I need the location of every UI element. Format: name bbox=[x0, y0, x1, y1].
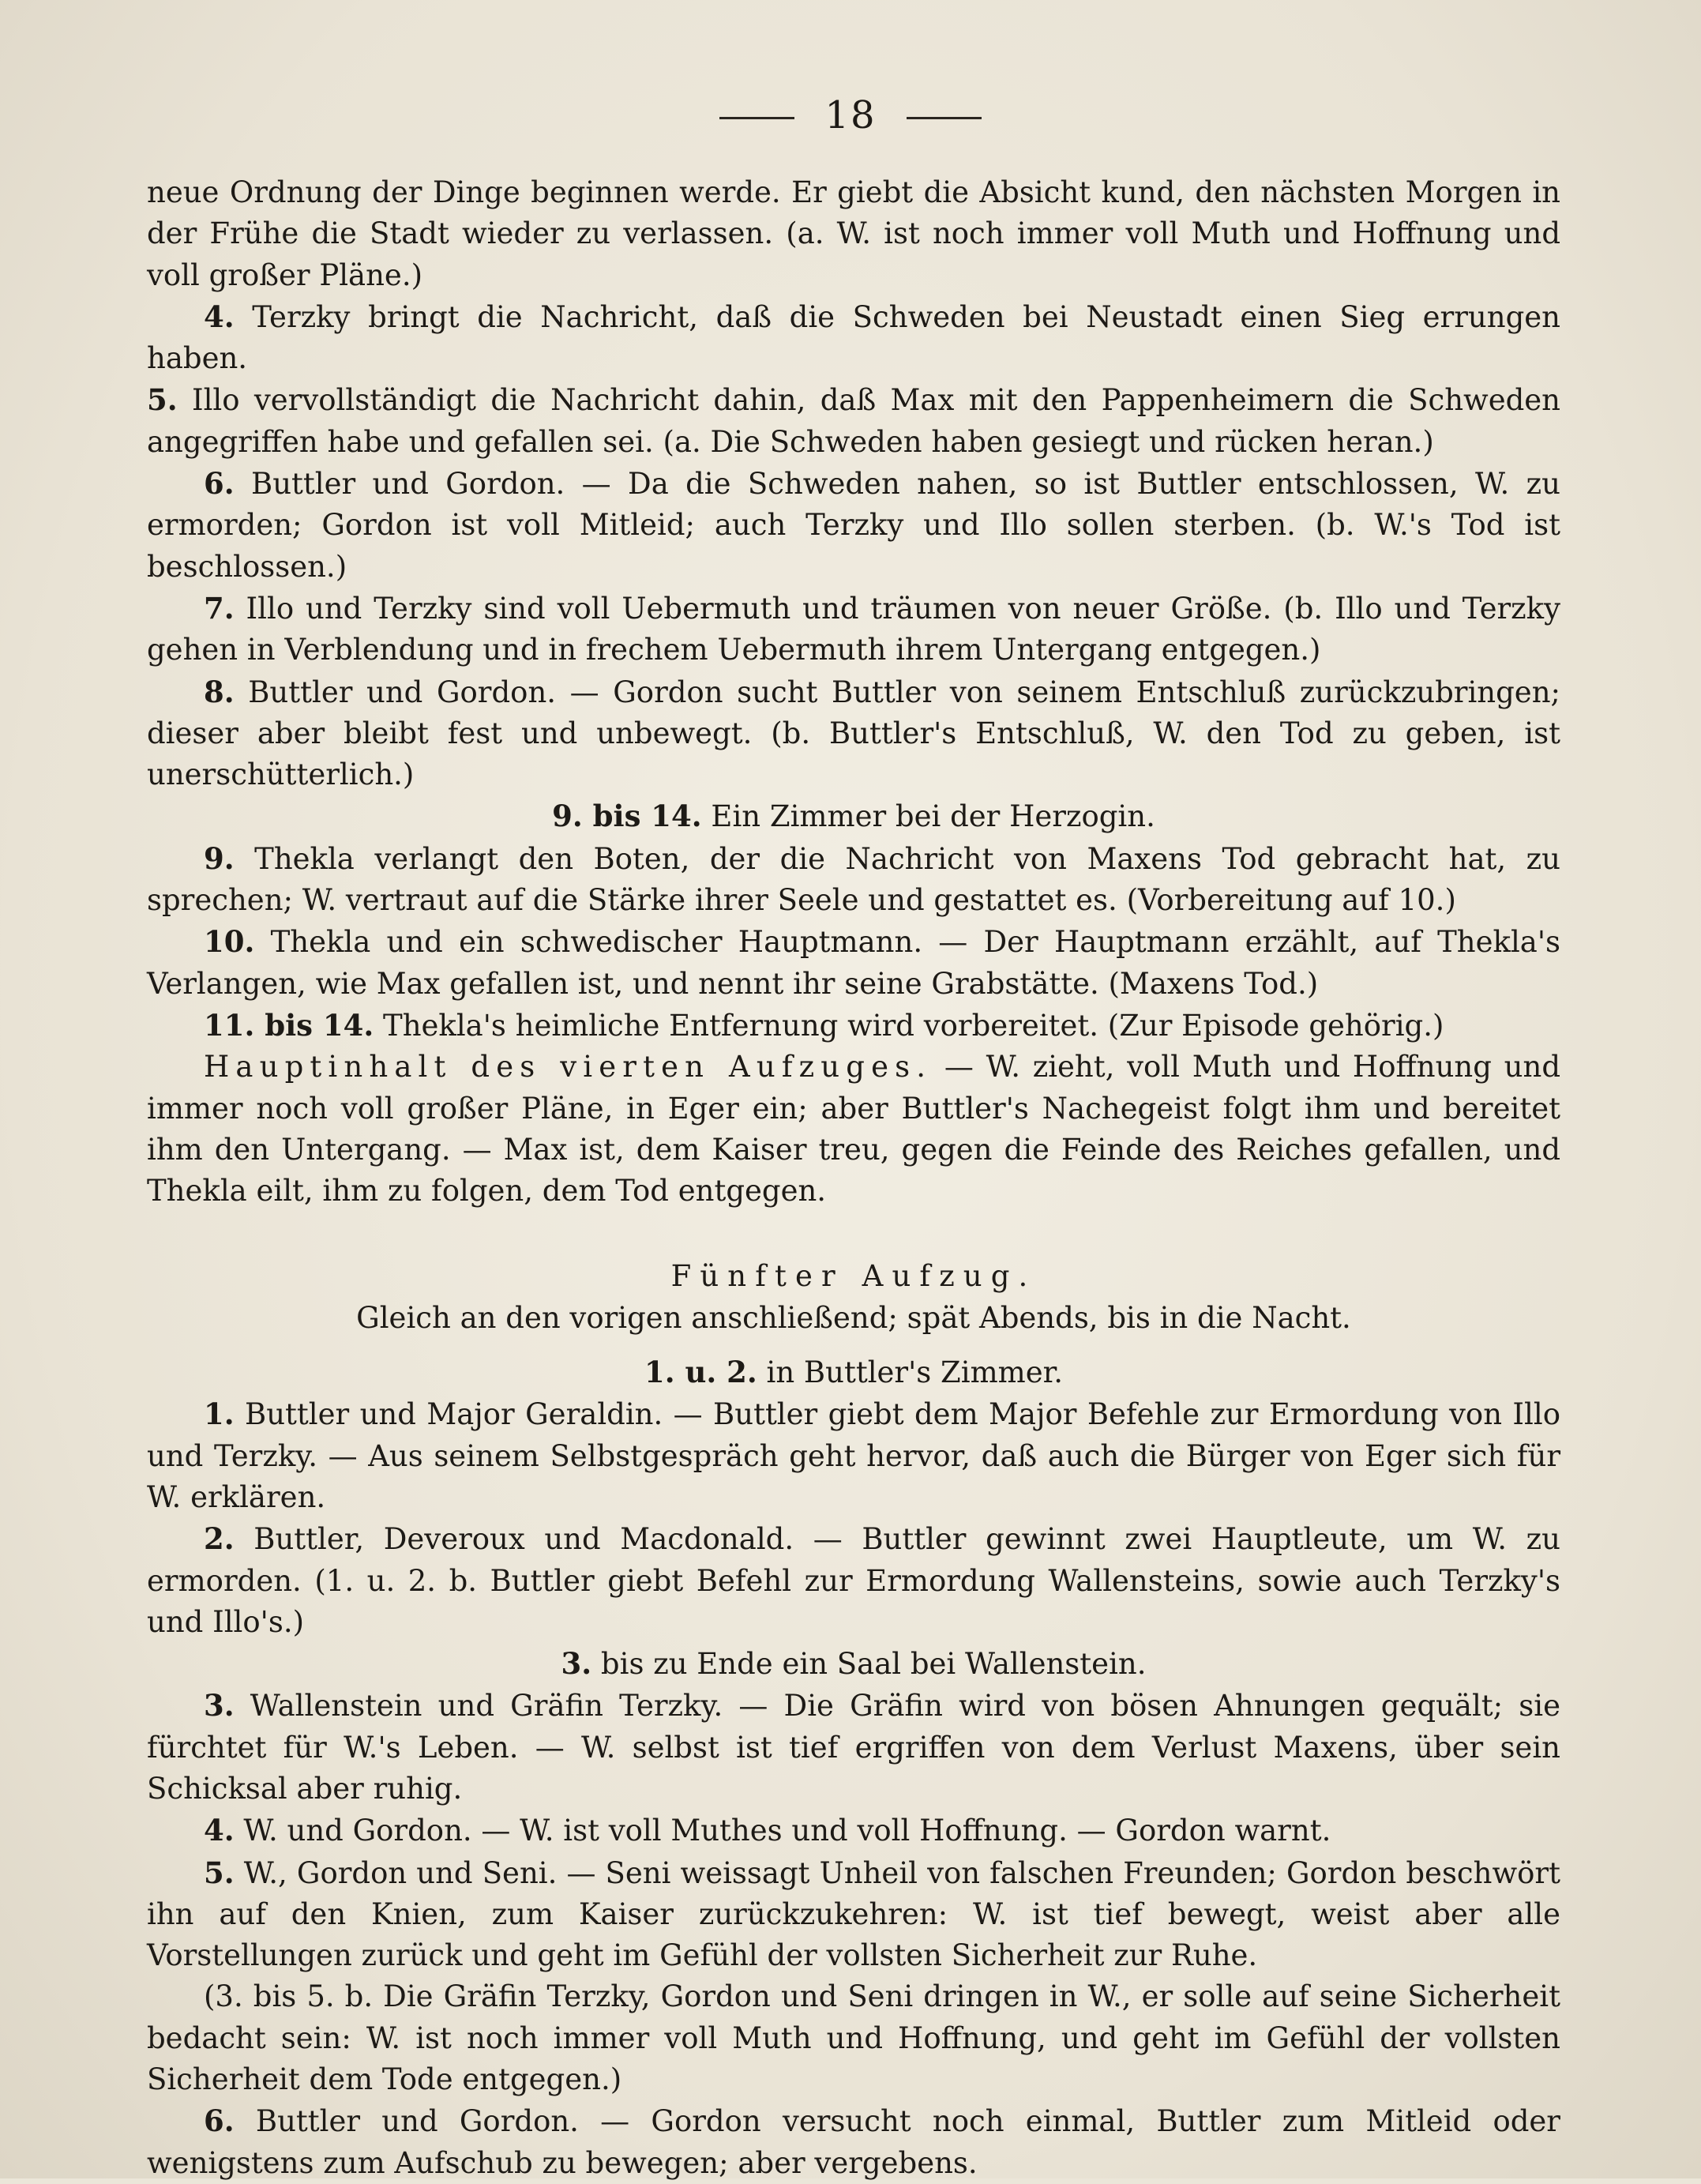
paragraph bbox=[147, 1005, 1560, 1047]
paragraph bbox=[147, 1393, 1560, 1518]
scene-number: 8. bbox=[204, 674, 235, 709]
paragraph-text: Ein Zimmer bei der Herzogin. bbox=[701, 799, 1155, 834]
paragraph bbox=[147, 838, 1560, 922]
paragraph-text: Thekla's heimliche Entfernung wird vorbereitet. (Zur Episode gehörig.) bbox=[374, 1008, 1444, 1043]
paragraph bbox=[147, 172, 1560, 296]
scene-number: 1. u. 2. bbox=[644, 1355, 757, 1390]
spacer bbox=[147, 1339, 1560, 1351]
paragraph bbox=[147, 1976, 1560, 2100]
paragraph-text: bis zu Ende ein Saal bei Wallenstein. bbox=[591, 1647, 1147, 1682]
scene-number: 11. bis 14. bbox=[204, 1007, 374, 1043]
paragraph-text: Illo vervollständigt die Nachricht dahin, daß Max mit den Pappenheimern die Schweden angegriffen habe und gefallen sei. (a. Die Schweden haben gesiegt und rücken heran.) bbox=[147, 383, 1560, 459]
paragraph bbox=[147, 1256, 1560, 1297]
paragraph-text: Wallenstein und Gräfin Terzky. — Die Gräfin wird von bösen Ahnungen gequält; sie fürchtet für W.'s Leben. — W. selbst ist tief ergriffen von dem Verlust Maxens, über sein Schicksal aber ruhig. bbox=[147, 1689, 1560, 1806]
scene-number: 4. bbox=[204, 1813, 235, 1848]
paragraph-text: Buttler und Gordon. — Gordon versucht noch einmal, Buttler zum Mitleid oder wenigstens zum Aufschub zu bewegen; aber vergebens. bbox=[147, 2104, 1560, 2180]
paragraph-text: W. und Gordon. — W. ist voll Muthes und voll Hoffnung. — Gordon warnt. bbox=[234, 1814, 1331, 1848]
paragraph bbox=[147, 2100, 1560, 2184]
spaced-heading: Hauptinhalt des vierten Aufzuges. bbox=[204, 1050, 933, 1084]
scene-number: 7. bbox=[204, 590, 235, 626]
scene-number: 4. bbox=[204, 299, 235, 334]
scene-number: 2. bbox=[204, 1521, 235, 1557]
scene-number: 9. bbox=[204, 840, 235, 876]
scene-number: 6. bbox=[204, 2103, 235, 2139]
page-header bbox=[0, 93, 1701, 137]
spacer bbox=[147, 1212, 1560, 1256]
paragraph bbox=[147, 1643, 1560, 1685]
spaced-heading: Fünfter Aufzug. bbox=[670, 1259, 1037, 1294]
paragraph-text: Buttler und Major Geraldin. — Buttler giebt dem Major Befehle zur Ermordung von Illo und Terzky. — Aus seinem Selbstgespräch geht hervor, daß auch die Bürger von Eger sich für W. erklären. bbox=[147, 1397, 1560, 1514]
scene-number: 6. bbox=[204, 466, 235, 502]
paragraph-text: Illo und Terzky sind voll Uebermuth und träumen von neuer Größe. (b. Illo und Terzky gehen in Verblendung und in frechem Uebermuth ihrem Untergang entgegen.) bbox=[147, 591, 1560, 667]
header-rule-left bbox=[719, 117, 794, 119]
page-number: 18 bbox=[824, 93, 877, 137]
paragraph-text: Buttler und Gordon. — Da die Schweden nahen, so ist Buttler entschlossen, W. zu ermorden; Gordon ist voll Mitleid; auch Terzky und Illo sollen sterben. (b. W.'s Tod ist beschlossen.) bbox=[147, 467, 1560, 584]
paragraph-text: Gleich an den vorigen anschließend; spät Abends, bis in die Nacht. bbox=[356, 1300, 1351, 1335]
paragraph bbox=[147, 1852, 1560, 1977]
paragraph-text: in Buttler's Zimmer. bbox=[757, 1355, 1064, 1390]
paragraph-text: W., Gordon und Seni. — Seni weissagt Unheil von falschen Freunden; Gordon beschwört ihn auf den Knien, zum Kaiser zurückzukehren: W. ist tief bewegt, weist aber alle Vorstellungen zurück und geht im Gefühl der vollsten Sicherheit zur Ruhe. bbox=[147, 1855, 1560, 1973]
paragraph-text: Buttler und Gordon. — Gordon sucht Buttler von seinem Entschluß zurückzubringen; dieser aber bleibt fest und unbewegt. (b. Buttler's Entschluß, W. den Tod zu geben, ist unerschütterlich.) bbox=[147, 675, 1560, 792]
paragraph bbox=[147, 1685, 1560, 1810]
scene-number: 9. bis 14. bbox=[552, 799, 702, 834]
paragraph bbox=[147, 588, 1560, 671]
paragraph bbox=[147, 1298, 1560, 1339]
paragraph-text: — W. zieht, voll Muth und Hoffnung und immer noch voll großer Pläne, in Eger ein; aber Buttler's Nachegeist folgt ihm und bereitet ihm den Untergang. — Max ist, dem Kaiser treu, gegen die Feinde des Reiches gefallen, und Thekla eilt, ihm zu folgen, dem Tod entgegen. bbox=[147, 1050, 1561, 1209]
header-rule-right bbox=[907, 117, 982, 119]
scene-number: 5. bbox=[204, 1855, 235, 1890]
paragraph bbox=[147, 671, 1560, 796]
paragraph bbox=[147, 1810, 1560, 1851]
paragraph bbox=[147, 379, 1560, 463]
paragraph-text: neue Ordnung der Dinge beginnen werde. Er giebt die Absicht kund, den nächsten Morgen in der Frühe die Stadt wieder zu verlassen. (a. W. ist noch immer voll Muth und Hoffnung und voll großer Pläne.) bbox=[147, 175, 1560, 292]
paragraph-text: Thekla verlangt den Boten, der die Nachricht von Maxens Tod gebracht hat, zu sprechen; W. vertraut auf die Stärke ihrer Seele und gestattet es. (Vorbereitung auf 10.) bbox=[147, 841, 1560, 918]
paragraph bbox=[147, 1047, 1560, 1212]
paragraph bbox=[147, 296, 1560, 380]
paragraph bbox=[147, 463, 1560, 588]
paragraph-text: Terzky bringt die Nachricht, daß die Schweden bei Neustadt einen Sieg errungen haben. bbox=[147, 299, 1560, 376]
paragraph bbox=[147, 1518, 1560, 1643]
paragraph bbox=[147, 921, 1560, 1005]
scene-number: 3. bbox=[561, 1646, 592, 1682]
paragraph bbox=[147, 795, 1560, 837]
page-body bbox=[147, 172, 1560, 2184]
scene-number: 5. bbox=[147, 382, 178, 418]
scene-number: 10. bbox=[204, 924, 255, 960]
paragraph-text: (3. bis 5. b. Die Gräfin Terzky, Gordon und Seni dringen in W., er solle auf seine Sicherheit bedacht sein: W. ist noch immer voll Muth und Hoffnung, und geht im Gefühl der vollsten Sicherheit dem Tode entgegen.) bbox=[147, 1979, 1560, 2097]
scene-number: 1. bbox=[204, 1396, 235, 1432]
paragraph-text: Thekla und ein schwedischer Hauptmann. — Der Hauptmann erzählt, auf Thekla's Verlangen, wie Max gefallen ist, und nennt ihr seine Grabstätte. (Maxens Tod.) bbox=[147, 925, 1560, 1001]
scene-number: 3. bbox=[204, 1688, 235, 1724]
paragraph-text: Buttler, Deveroux und Macdonald. — Buttler gewinnt zwei Hauptleute, um W. zu ermorden. (1. u. 2. b. Buttler giebt Befehl zur Ermordung Wallensteins, sowie auch Terzky's und Illo's.) bbox=[147, 1522, 1560, 1639]
paragraph bbox=[147, 1351, 1560, 1393]
